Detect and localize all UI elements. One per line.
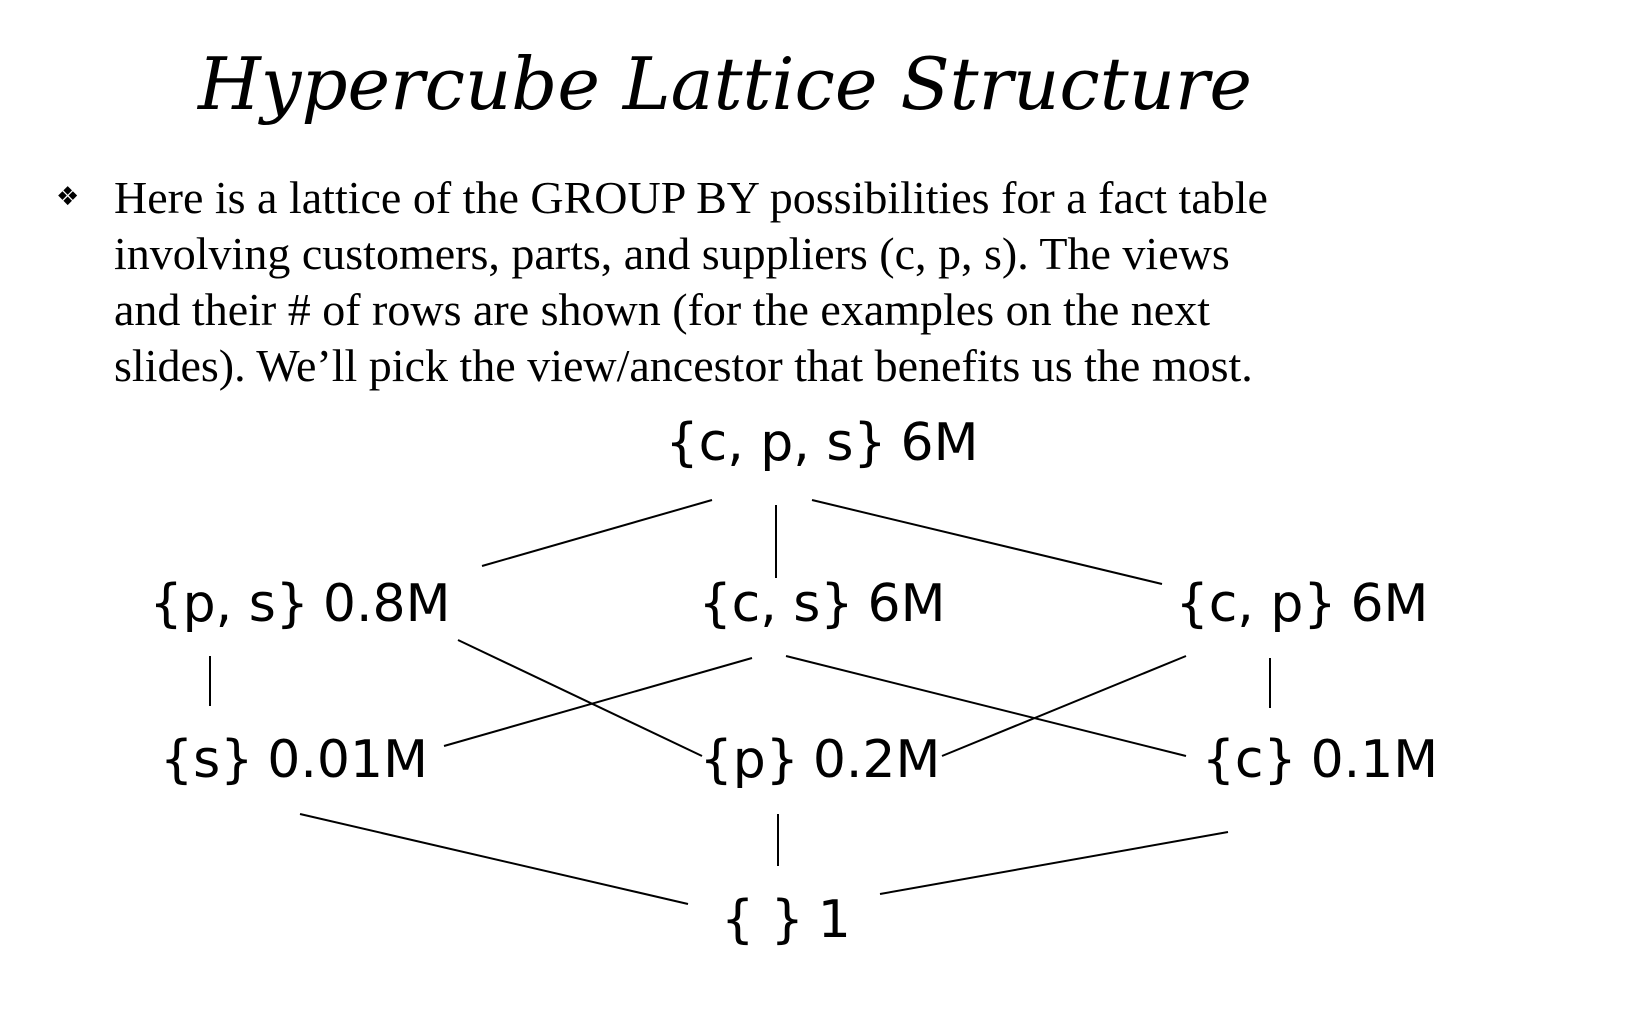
node-set-label: {c, p, s} — [665, 413, 887, 473]
node-row-count: 0.2M — [812, 730, 941, 790]
node-set-label: {c, p} — [1175, 574, 1337, 634]
edge-s-empty — [300, 814, 688, 904]
node-row-count: 0.01M — [267, 730, 428, 790]
node-set-label: {c, s} — [698, 574, 854, 634]
edge-cp-p — [942, 656, 1186, 756]
node-row-count: 6M — [1350, 574, 1429, 634]
node-row-count: 1 — [817, 890, 851, 950]
lattice-node-ps — [149, 574, 451, 634]
lattice-node-cp — [1175, 574, 1429, 634]
lattice-node-s — [160, 730, 428, 790]
slide-title: Hypercube Lattice Structure — [198, 42, 1253, 126]
lattice-node-cs — [698, 574, 946, 634]
lattice-node-cps — [665, 413, 979, 473]
node-row-count: 6M — [867, 574, 946, 634]
edge-c-empty — [880, 832, 1228, 894]
edge-cps-cp — [812, 500, 1162, 584]
node-set-label: {p, s} — [149, 574, 309, 634]
edge-ps-p — [458, 640, 702, 756]
node-set-label: {s} — [160, 730, 254, 790]
bullet-text-line: Here is a lattice of the GROUP BY possibilities for a fact table — [114, 172, 1268, 223]
bullet-text-line: slides). We’ll pick the view/ancestor that benefits us the most. — [114, 340, 1253, 391]
diamond-bullet-icon: ❖ — [56, 182, 80, 212]
node-set-label: { } — [721, 890, 804, 950]
edge-cps-ps — [482, 500, 712, 566]
node-row-count: 0.1M — [1310, 730, 1439, 790]
node-set-label: {c} — [1201, 730, 1297, 790]
node-set-label: {p} — [699, 730, 799, 790]
node-row-count: 0.8M — [322, 574, 451, 634]
lattice-node-p — [699, 730, 941, 790]
bullet-text-line: and their # of rows are shown (for the examples on the next — [114, 284, 1211, 335]
node-row-count: 6M — [900, 413, 979, 473]
lattice-node-empty — [721, 890, 851, 950]
lattice-node-c — [1201, 730, 1439, 790]
bullet-text-line: involving customers, parts, and suppliers (c, p, s). The views — [114, 228, 1230, 279]
